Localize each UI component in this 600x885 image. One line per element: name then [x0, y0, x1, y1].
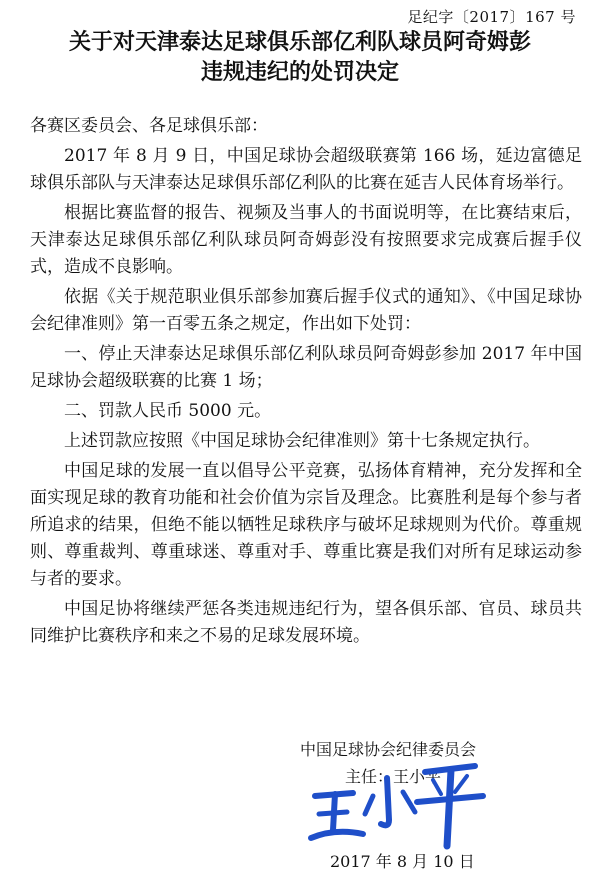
paragraph-closing: 中国足协将继续严惩各类违规违纪行为，望各俱乐部、官员、球员共同维护比赛秩序和来之不易的足球发展环境。	[30, 599, 582, 646]
paragraph-fine-execution: 上述罚款应按照《中国足球协会纪律准则》第十七条规定执行。	[64, 431, 540, 451]
paragraph-match-info: 2017 年 8 月 9 日，中国足球协会超级联赛第 166 场，延边富德足球俱乐部队与天津泰达足球俱乐部亿利队的比赛在延吉人民体育场举行。	[30, 146, 582, 193]
salutation: 各赛区委员会、各足球俱乐部：	[30, 116, 268, 136]
handwritten-signature	[305, 758, 505, 858]
signature-chair-label: 主任：王小平	[345, 767, 442, 786]
signature-organization: 中国足球协会纪律委员会	[300, 740, 477, 759]
paragraph-penalty-fine: 二、罚款人民币 5000 元。	[64, 401, 272, 421]
paragraph-incident: 根据比赛监督的报告、视频及当事人的书面说明等，在比赛结束后，天津泰达足球俱乐部亿利队球员阿奇姆彭没有按照要求完成赛后握手仪式，造成不良影响。	[30, 203, 582, 277]
document-body	[30, 113, 582, 650]
title-line-2: 违规违纪的处罚决定	[200, 60, 399, 85]
paragraph-principles: 中国足球的发展一直以倡导公平竞赛，弘扬体育精神，充分发挥和全面实现足球的教育功能和社会价值为宗旨及理念。比赛胜利是每个参与者所追求的结果，但绝不能以牺牲足球秩序与破坏足球规则为代价。尊重规则、尊重裁判、尊重球迷、尊重对手、尊重比赛是我们对所有足球运动参与者的要求。	[30, 461, 582, 589]
paragraph-basis: 依据《关于规范职业俱乐部参加赛后握手仪式的通知》、《中国足球协会纪律准则》第一百零五条之规定，作出如下处罚：	[30, 287, 582, 334]
title-line-1: 关于对天津泰达足球俱乐部亿利队球员阿奇姆彭	[68, 30, 531, 55]
document-title	[0, 28, 600, 88]
document-date: 2017 年 8 月 10 日	[330, 852, 475, 871]
paragraph-penalty-suspension: 一、停止天津泰达足球俱乐部亿利队球员阿奇姆彭参加 2017 年中国足球协会超级联赛的比赛 1 场；	[30, 344, 582, 391]
document-number: 足纪字〔2017〕167 号	[407, 8, 576, 26]
